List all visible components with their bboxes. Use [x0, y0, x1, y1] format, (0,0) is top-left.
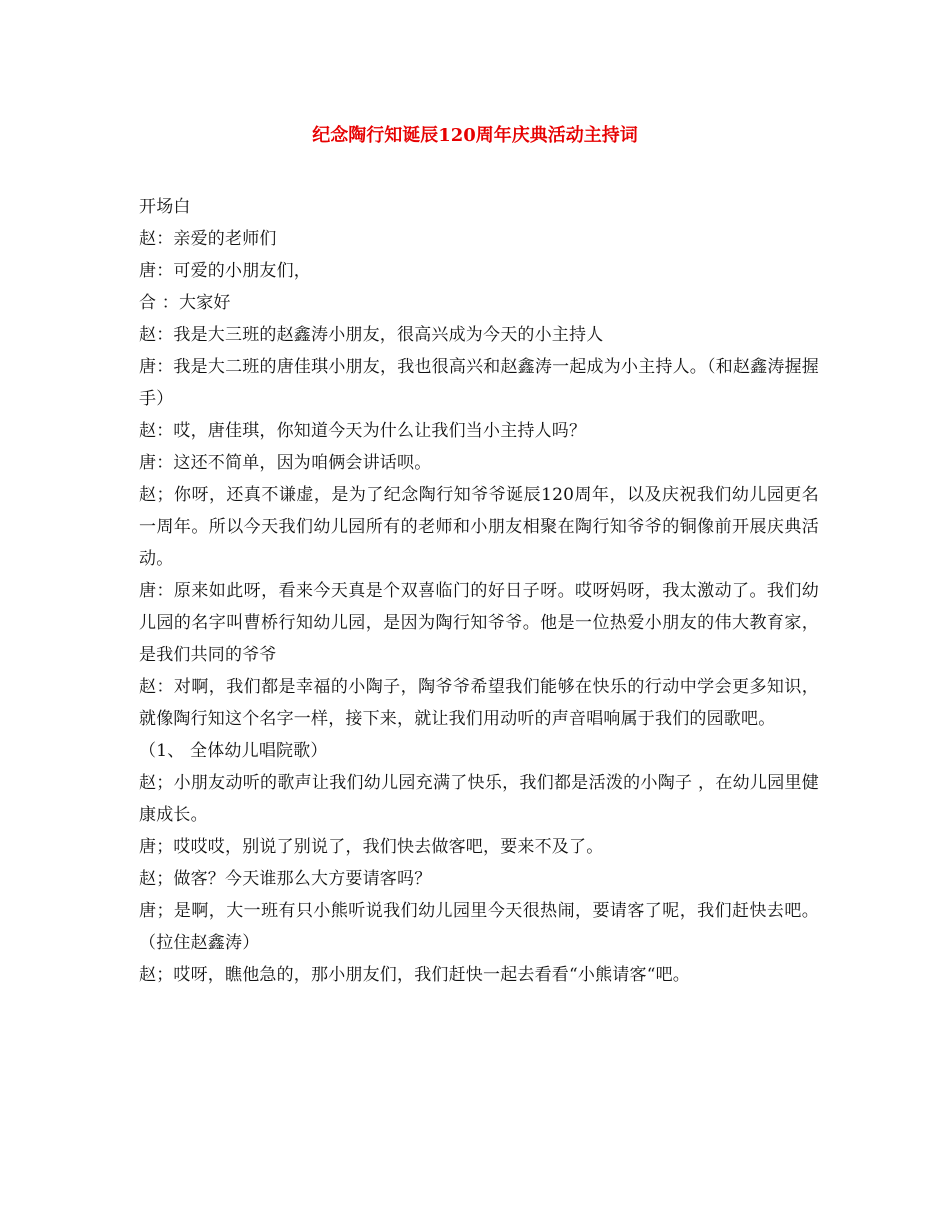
- paragraph-dialogue: 赵；你呀，还真不谦虚，是为了纪念陶行知爷爷诞辰120周年，以及庆祝我们幼儿园更名一周年。所以今天我们幼儿园所有的老师和小朋友相聚在陶行知爷爷的铜像前开展庆典活动。: [139, 485, 819, 569]
- document-body: [139, 191, 819, 991]
- paragraph-dialogue: 赵：哎，唐佳琪，你知道今天为什么让我们当小主持人吗？: [139, 421, 587, 441]
- paragraph-dialogue: 赵；做客？今天谁那么大方要请客吗？: [139, 869, 432, 889]
- paragraph-dialogue: 唐：这还不简单，因为咱俩会讲话呗。: [139, 453, 432, 473]
- paragraph-opening: 开场白: [139, 197, 191, 217]
- paragraph-dialogue: 赵：对啊，我们都是幸福的小陶子，陶爷爷希望我们能够在快乐的行动中学会更多知识，就像陶行知这个名字一样，接下来，就让我们用动听的声音唱响属于我们的园歌吧。: [139, 677, 819, 729]
- paragraph-dialogue: 唐：可爱的小朋友们，: [139, 261, 311, 281]
- paragraph-dialogue: 唐：我是大二班的唐佳琪小朋友，我也很高兴和赵鑫涛一起成为小主持人。（和赵鑫涛握握手）: [139, 357, 819, 409]
- document-title: 纪念陶行知诞辰120周年庆典活动主持词: [312, 125, 638, 146]
- paragraph-dialogue: 赵；哎呀，瞧他急的，那小朋友们，我们赶快一起去看看“小熊请客“吧。: [139, 965, 690, 985]
- paragraph-dialogue: 赵：我是大三班的赵鑫涛小朋友，很高兴成为今天的小主持人: [139, 325, 604, 345]
- paragraph-dialogue: 合 ：大家好: [139, 293, 231, 313]
- paragraph-dialogue: 唐；是啊，大一班有只小熊听说我们幼儿园里今天很热闹，要请客了呢，我们赶快去吧。（拉住赵鑫涛）: [139, 901, 819, 953]
- paragraph-dialogue: 唐；哎哎哎，别说了别说了，我们快去做客吧，要来不及了。: [139, 837, 604, 857]
- paragraph-dialogue: 唐：原来如此呀，看来今天真是个双喜临门的好日子呀。哎呀妈呀，我太激动了。我们幼儿园的名字叫曹桥行知幼儿园，是因为陶行知爷爷。他是一位热爱小朋友的伟大教育家，是我们共同的爷爷: [139, 581, 819, 665]
- paragraph-dialogue: 赵：亲爱的老师们: [139, 229, 277, 249]
- paragraph-dialogue: 赵；小朋友动听的歌声让我们幼儿园充满了快乐，我们都是活泼的小陶子 ，在幼儿园里健康成长。: [139, 773, 819, 825]
- paragraph-stage-direction: （1、 全体幼儿唱院歌）: [139, 741, 328, 761]
